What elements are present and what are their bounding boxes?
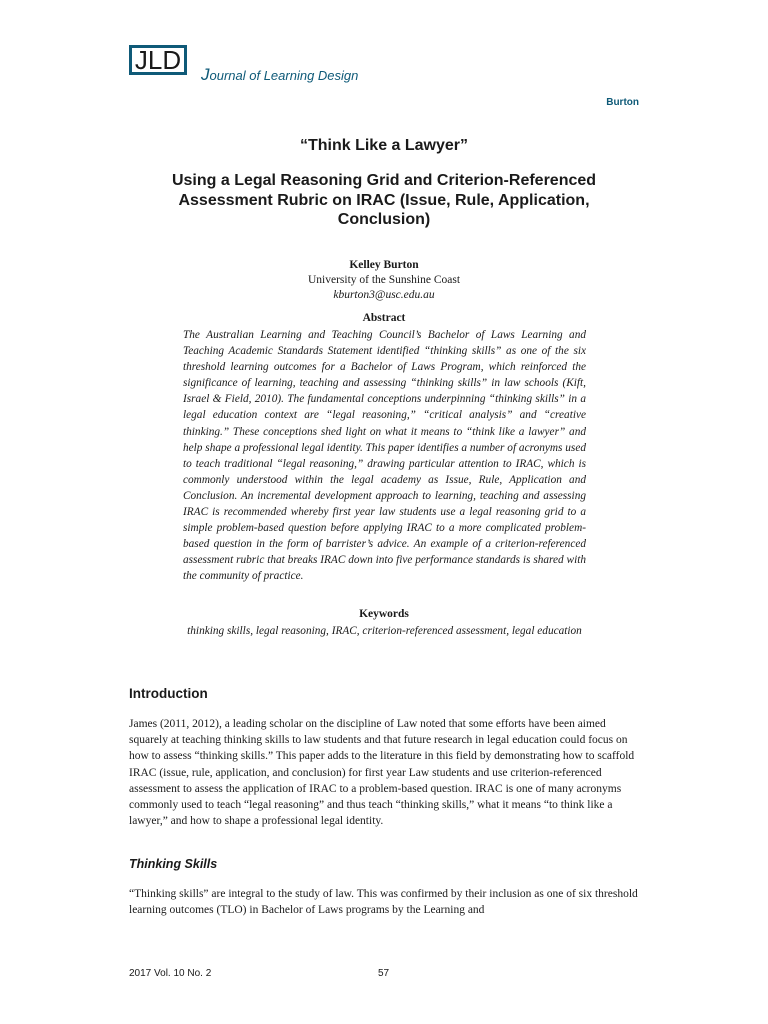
abstract-text: The Australian Learning and Teaching Council’s Bachelor of Laws Learning and Teaching Academic Standards Statement identified “thinking skills” as one of the six threshold learning outcomes for a Bachelor of Laws Program, which reinforced the significance of learning, teaching and assessing “thinking skills” in law schools (Kift, Israel & Field, 2010). The fundamental conceptions underpinning “thinking skills” in a legal education context are “legal reasoning,” “critical analysis” and “creative thinking.” These conceptions shed light on what it means to “think like a lawyer” and help shape a professional legal identity. This paper identifies a number of acronyms used to teach traditional “legal reasoning,” drawing particular attention to IRAC, which is commonly understood within the legal academy as Issue, Rule, Application and Conclusion. An incremental development approach to learning, teaching and assessing IRAC is recommended whereby first year law students use a legal reasoning grid to a simple problem-based question before applying IRAC to a more complicated problem-based question in the form of barrister’s advice. An example of a criterion-referenced assessment rubric that breaks IRAC down into five performance standards is shared with the community of practice. [183, 329, 586, 583]
author-block [0, 258, 768, 303]
journal-logo [129, 45, 187, 75]
footer-page-number: 57 [378, 968, 390, 979]
subsection-heading-thinking-skills: Thinking Skills [129, 857, 218, 871]
section-heading-introduction: Introduction [129, 686, 208, 701]
running-head-author: Burton [606, 97, 639, 108]
thinking-skills-paragraph: “Thinking skills” are integral to the study of law. This was confirmed by their inclusion as one of six threshold learning outcomes (TLO) in Bachelor of Laws programs by the Learning and [129, 888, 638, 917]
article-title-line1: “Think Like a Lawyer” [299, 137, 469, 154]
author-email: kburton3@usc.edu.au [333, 289, 435, 301]
author-name: Kelley Burton [349, 259, 419, 271]
logo-mark: JLD [134, 45, 182, 75]
abstract-heading: Abstract [362, 312, 406, 324]
author-affiliation: University of the Sunshine Coast [307, 274, 461, 286]
journal-name-initial: J [201, 65, 210, 84]
footer-volume: 2017 Vol. 10 No. 2 [129, 968, 212, 979]
introduction-paragraph: James (2011, 2012), a leading scholar on the discipline of Law noted that some efforts have been aimed squarely at teaching thinking skills to law students and that future research in legal education could focus on how to assess “thinking skills.” This paper adds to the literature in this field by demonstrating how to scaffold IRAC (issue, rule, application, and conclusion) for first year Law students and use criterion-referenced assessment to assess the application of IRAC to a problem-based question. IRAC is one of many acronyms commonly used to teach “legal reasoning” and thus teach “thinking skills,” what it means “to think like a lawyer,” and how to shape a professional legal identity. [129, 718, 635, 828]
keywords-heading: Keywords [359, 608, 409, 620]
logo-mark-box [129, 45, 187, 75]
keywords-text: thinking skills, legal reasoning, IRAC, criterion-referenced assessment, legal education [187, 625, 582, 637]
journal-name [201, 65, 358, 85]
article-title-line2: Using a Legal Reasoning Grid and Criterion-Referenced Assessment Rubric on IRAC (Issue, Rule, Application, Conclusion) [171, 172, 597, 228]
journal-name-rest: ournal of Learning Design [209, 68, 359, 83]
